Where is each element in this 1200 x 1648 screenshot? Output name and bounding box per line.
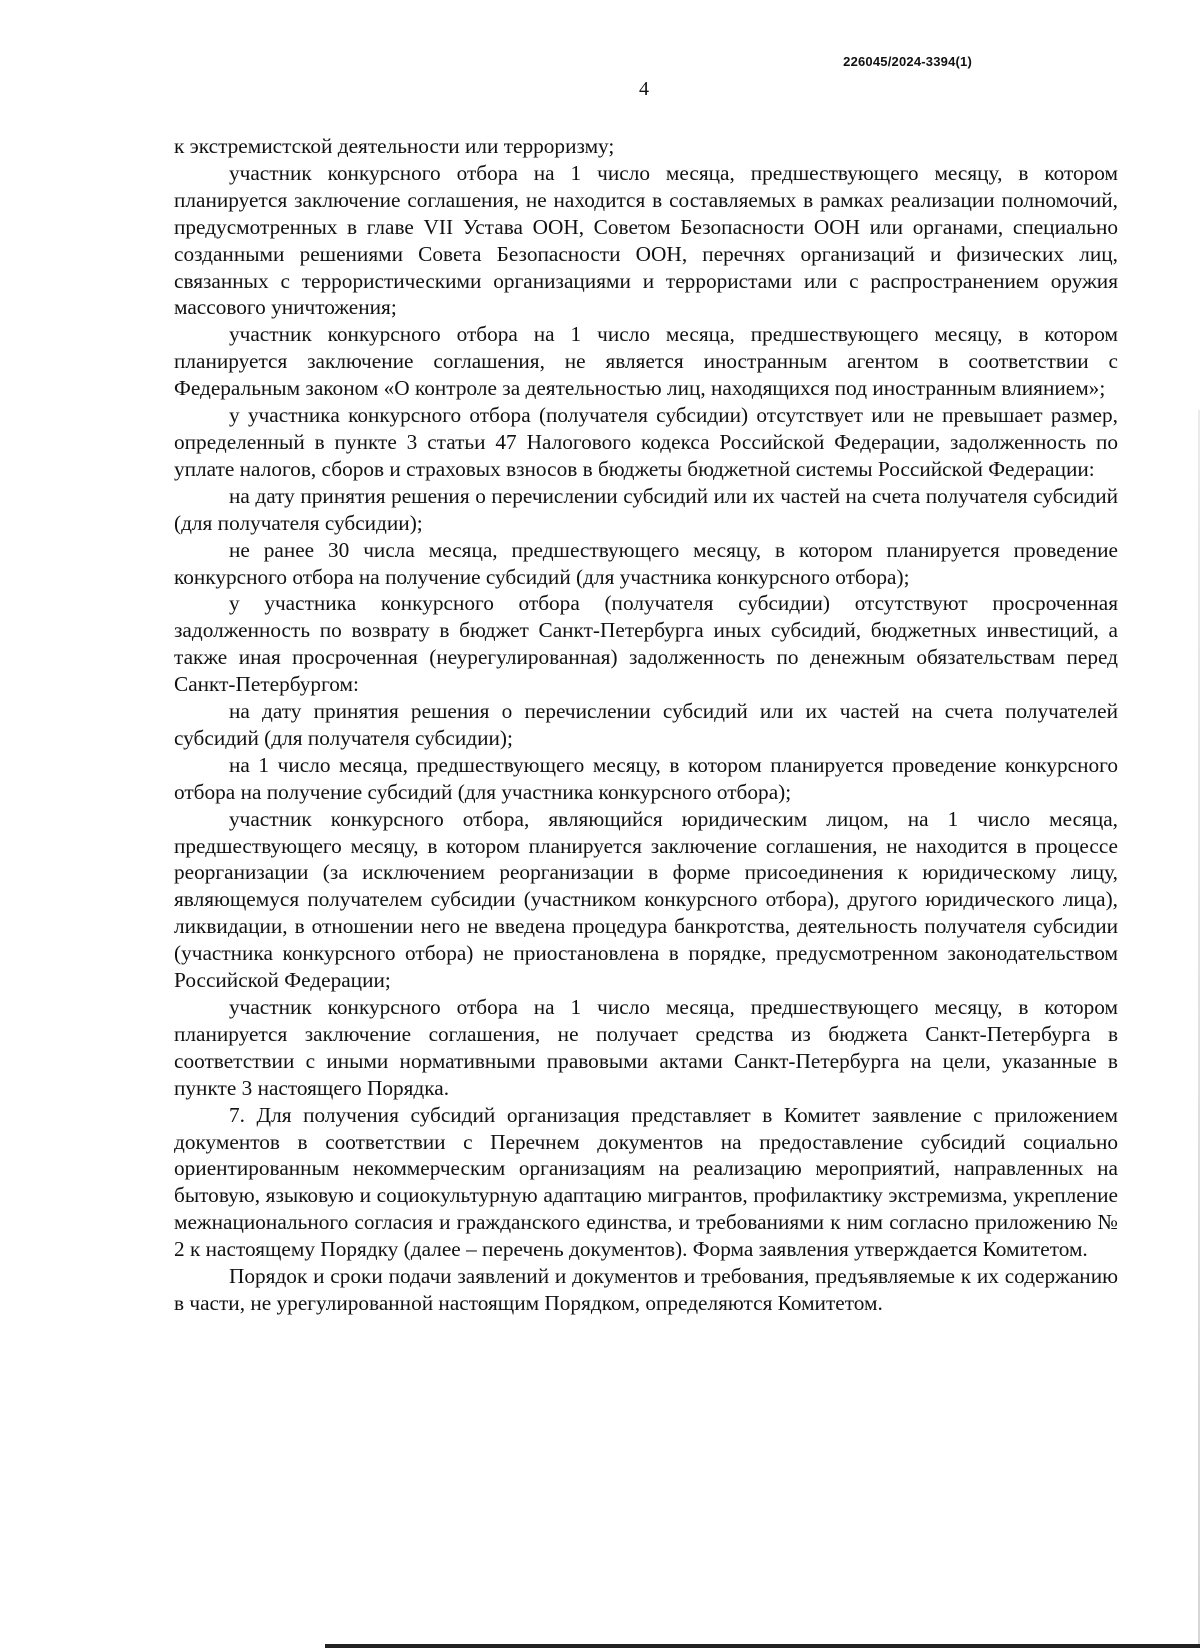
- paragraph-8: на дату принятия решения о перечислении субсидий или их частей на счета получателей субсидий (для получателя субсидии);: [174, 699, 1118, 750]
- paragraph-4: у участника конкурсного отбора (получателя субсидии) отсутствует или не превышает размер, определенный в пункте 3 статьи 47 Налогового кодекса Российской Федерации, задолженность по уплате налогов, сборов и страховых взносов в бюджеты бюджетной системы Российской Федерации:: [174, 403, 1118, 481]
- paragraph-6: не ранее 30 числа месяца, предшествующего месяцу, в котором планируется проведение конкурсного отбора на получение субсидий (для участника конкурсного отбора);: [174, 537, 1118, 589]
- scan-bottom-artifact: [325, 1644, 1200, 1648]
- paragraph-10: участник конкурсного отбора, являющийся юридическим лицом, на 1 число месяца, предшествующего месяцу, в котором планируется заключение соглашения, не находится в процессе реорганизации (за исключением реорганизации в форме присоединения к юридическому лицу, являющемуся получателем субсидии (участником конкурсного отбора), другого юридического лица), ликвидации, в отношении него не введена процедура банкротства, деятельность получателя субсидии (участника конкурсного отбора) не приостановлена в порядке, предусмотренном законодательством Российской Федерации;: [174, 806, 1118, 993]
- document-registration-number: 226045/2024-3394(1): [843, 54, 972, 69]
- page-number: 4: [639, 78, 649, 100]
- document-body: [174, 133, 1118, 1317]
- paragraph-3: участник конкурсного отбора на 1 число месяца, предшествующего месяцу, в котором планируется заключение соглашения, не является иностранным агентом в соответствии с Федеральным законом «О контроле за деятельностью лиц, находящихся под иностранным влиянием»;: [174, 322, 1118, 401]
- paragraph-11: участник конкурсного отбора на 1 число месяца, предшествующего месяцу, в котором планируется заключение соглашения, не получает средства из бюджета Санкт-Петербурга в соответствии с иными нормативными правовыми актами Санкт-Петербурга на цели, указанные в пункте 3 настоящего Порядка.: [174, 995, 1118, 1100]
- paragraph-2: участник конкурсного отбора на 1 число месяца, предшествующего месяцу, в котором планируется заключение соглашения, не находится в составляемых в рамках реализации полномочий, предусмотренных в главе VII Устава ООН, Советом Безопасности ООН или органами, специально созданными решениями Совета Безопасности ООН, перечнях организаций и физических лиц, связанных с террористическими организациями и террористами или с распространением оружия массового уничтожения;: [174, 160, 1118, 320]
- paragraph-7: у участника конкурсного отбора (получателя субсидии) отсутствуют просроченная задолженность по возврату в бюджет Санкт-Петербурга иных субсидий, бюджетных инвестиций, а также иная просроченная (неурегулированная) задолженность по денежным обязательствам перед Санкт-Петербургом:: [174, 591, 1118, 697]
- paragraph-9: на 1 число месяца, предшествующего месяцу, в котором планируется проведение конкурсного отбора на получение субсидий (для участника конкурсного отбора);: [174, 752, 1118, 804]
- paragraph-5: на дату принятия решения о перечислении субсидий или их частей на счета получателя субсидий (для получателя субсидии);: [174, 483, 1118, 535]
- paragraph-12: 7. Для получения субсидий организация представляет в Комитет заявление с приложением документов в соответствии с Перечнем документов на предоставление субсидий социально ориентированным некоммерческим организациям на реализацию мероприятий, направленных на бытовую, языковую и социокультурную адаптацию мигрантов, профилактику экстремизма, укрепление межнационального согласия и гражданского единства, и требованиями к ним согласно приложению № 2 к настоящему Порядку (далее – перечень документов). Форма заявления утверждается Комитетом.: [174, 1102, 1118, 1262]
- paragraph-13: Порядок и сроки подачи заявлений и документов и требования, предъявляемые к их содержанию в части, не урегулированной настоящим Порядком, определяются Комитетом.: [174, 1264, 1118, 1315]
- paragraph-1: к экстремистской деятельности или терроризму;: [174, 134, 615, 158]
